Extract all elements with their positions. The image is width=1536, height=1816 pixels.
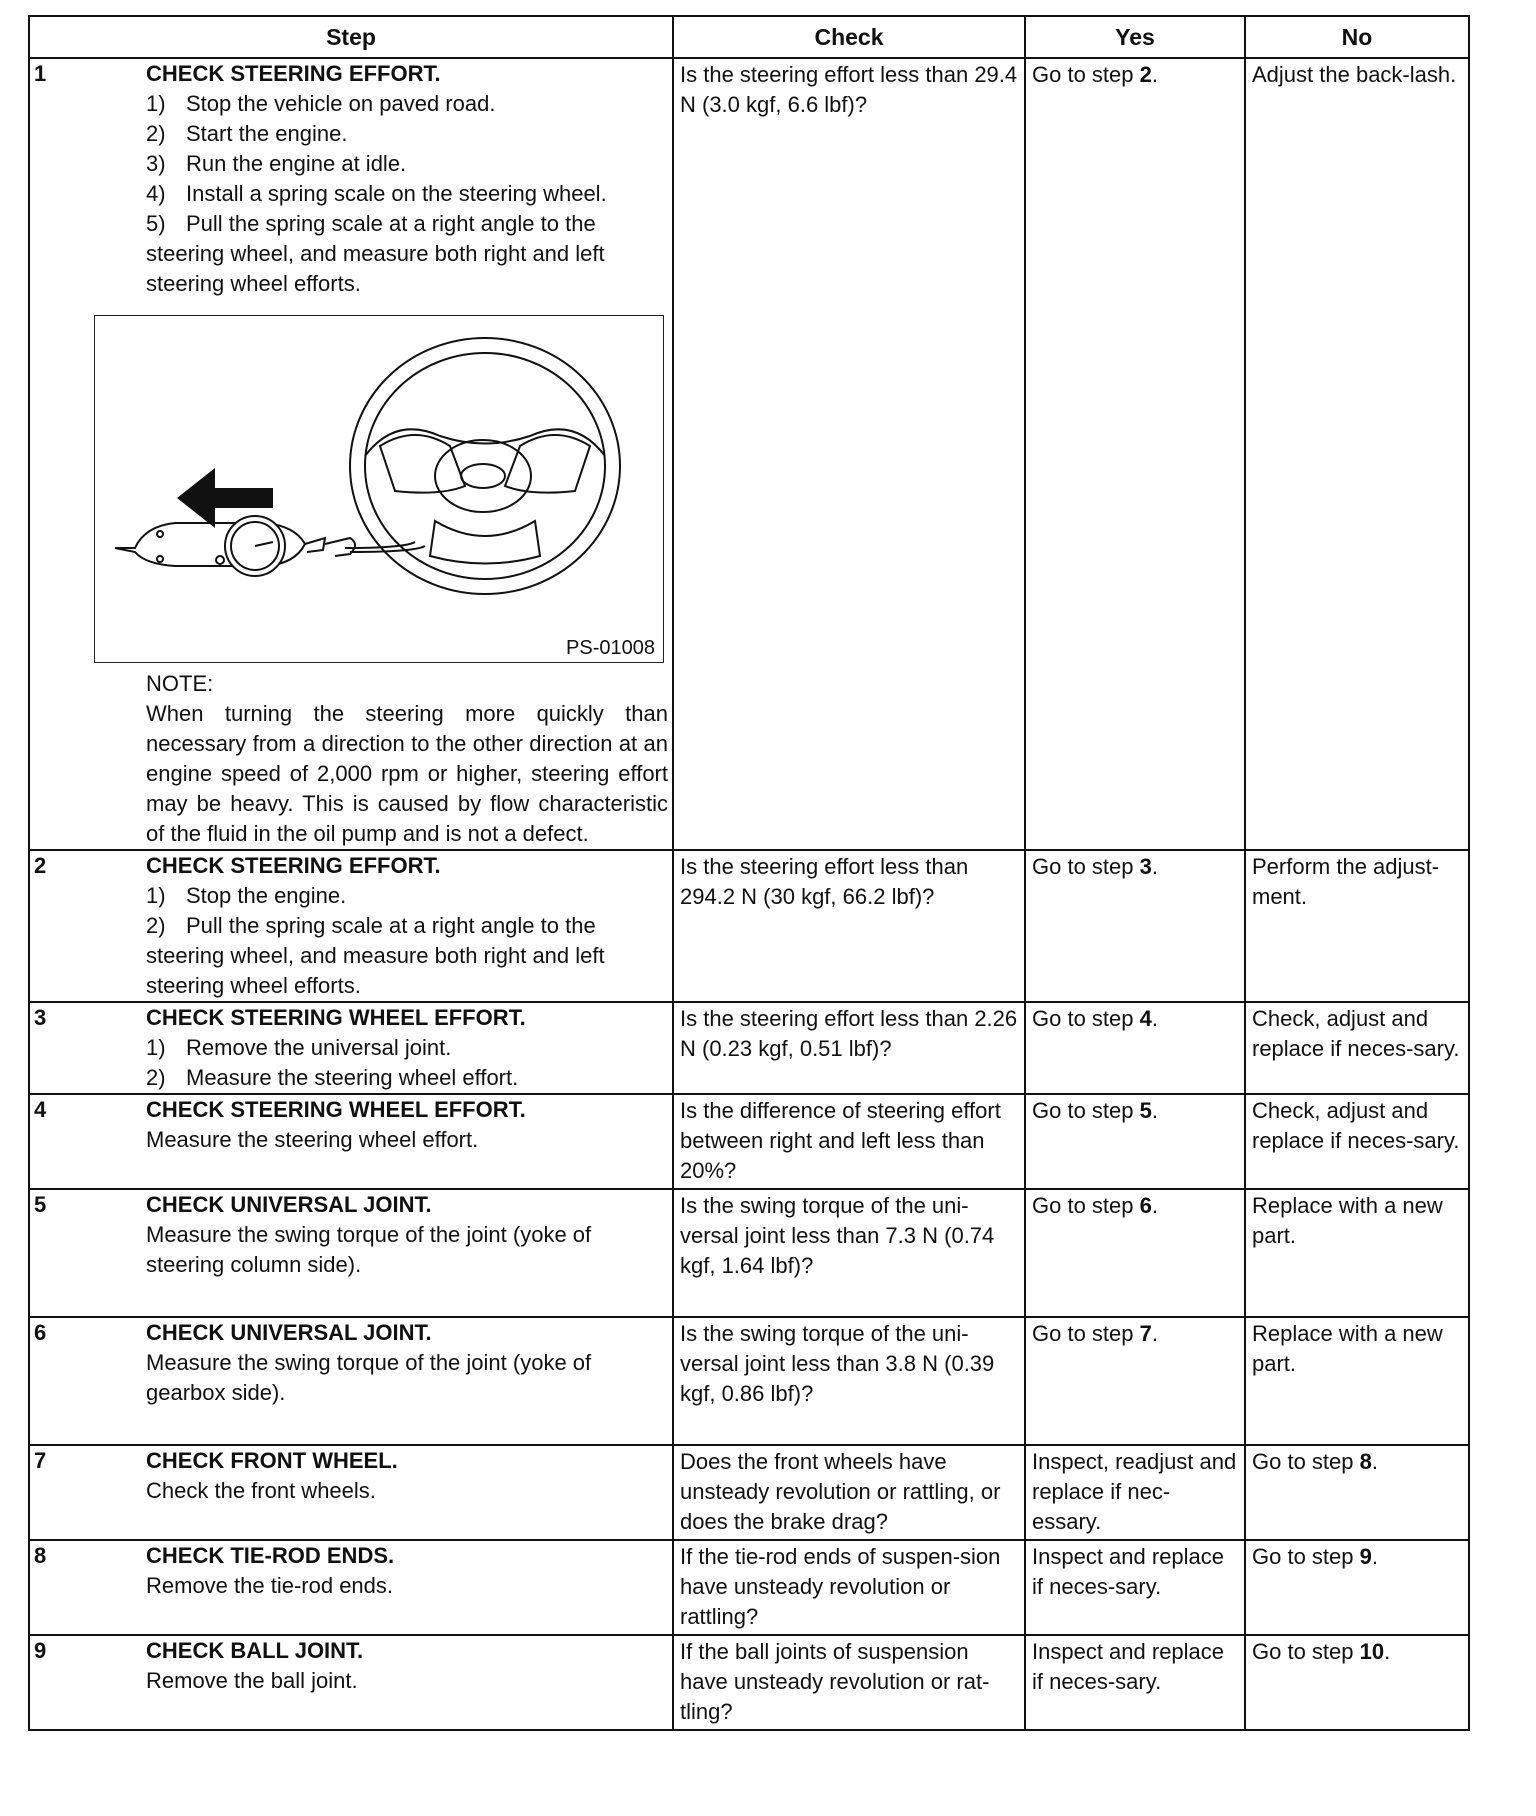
no-cell: Check, adjust and replace if neces-sary. xyxy=(1245,1002,1469,1094)
next-step-number: 8 xyxy=(1359,1449,1372,1474)
step-title: CHECK BALL JOINT. xyxy=(146,1638,364,1663)
step-cell xyxy=(29,58,673,850)
check-cell: Is the steering effort less than 2.26 N (0.23 kgf, 0.51 lbf)? xyxy=(673,1002,1025,1094)
check-cell: Is the swing torque of the uni-versal joint less than 7.3 N (0.74 kgf, 1.64 lbf)? xyxy=(673,1189,1025,1317)
table-row xyxy=(29,1445,1469,1540)
no-cell: Perform the adjust-ment. xyxy=(1245,850,1469,1002)
table-row xyxy=(29,1635,1469,1730)
check-cell: If the tie-rod ends of suspen-sion have unsteady revolution or rattling? xyxy=(673,1540,1025,1635)
table-row xyxy=(29,1094,1469,1189)
step-title: CHECK STEERING EFFORT. xyxy=(146,853,441,878)
yes-cell: Go to step 7. xyxy=(1025,1317,1245,1445)
step-number: 4 xyxy=(34,1097,47,1122)
step-instruction: 1) Remove the universal joint. xyxy=(146,1035,452,1060)
step-instruction: Measure the steering wheel effort. xyxy=(146,1127,479,1152)
next-step-number: 4 xyxy=(1139,1006,1152,1031)
note-text: When turning the steering more quickly than necessary from a direction to the other direction at an engine speed of 2,000 rpm or higher, steering effort may be heavy. This is caused by flow characteristic of the fluid in the oil pump and is not a defect. xyxy=(146,701,668,846)
check-cell: Is the swing torque of the uni-versal joint less than 3.8 N (0.39 kgf, 0.86 lbf)? xyxy=(673,1317,1025,1445)
step-instruction: Remove the tie-rod ends. xyxy=(146,1573,394,1598)
step-instruction: 2) Measure the steering wheel effort. xyxy=(146,1065,519,1090)
step-instruction: 5) Pull the spring scale at a right angle to the steering wheel, and measure both right and left steering wheel efforts. xyxy=(146,211,605,296)
next-step-number: 2 xyxy=(1139,62,1152,87)
step-number: 1 xyxy=(34,61,47,86)
no-cell: Replace with a new part. xyxy=(1245,1189,1469,1317)
no-cell: Check, adjust and replace if neces-sary. xyxy=(1245,1094,1469,1189)
step-cell xyxy=(29,1540,673,1635)
step-title: CHECK FRONT WHEEL. xyxy=(146,1448,398,1473)
step-cell xyxy=(29,1635,673,1730)
next-step-number: 6 xyxy=(1139,1193,1152,1218)
step-cell xyxy=(29,850,673,1002)
step-instruction: 1) Stop the vehicle on paved road. xyxy=(146,91,496,116)
yes-cell: Go to step 3. xyxy=(1025,850,1245,1002)
header-row xyxy=(29,16,1469,58)
step-title: CHECK UNIVERSAL JOINT. xyxy=(146,1192,432,1217)
step-cell xyxy=(29,1094,673,1189)
step-cell xyxy=(29,1189,673,1317)
table-row xyxy=(29,850,1469,1002)
table-row xyxy=(29,58,1469,850)
next-step-number: 7 xyxy=(1139,1321,1152,1346)
next-step-number: 10 xyxy=(1359,1639,1385,1664)
steering-wheel-icon xyxy=(350,338,620,594)
yes-cell: Go to step 6. xyxy=(1025,1189,1245,1317)
table-row xyxy=(29,1317,1469,1445)
step-cell xyxy=(29,1002,673,1094)
header-yes: Yes xyxy=(1025,16,1245,58)
step-instruction: Check the front wheels. xyxy=(146,1478,376,1503)
step-instruction: 2) Pull the spring scale at a right angle to the steering wheel, and measure both right and left steering wheel efforts. xyxy=(146,913,605,998)
step-title: CHECK STEERING WHEEL EFFORT. xyxy=(146,1005,526,1030)
figure-id: PS-01008 xyxy=(566,637,655,659)
yes-cell: Inspect and replace if neces-sary. xyxy=(1025,1635,1245,1730)
step-instruction: 1) Stop the engine. xyxy=(146,883,347,908)
no-cell: Replace with a new part. xyxy=(1245,1317,1469,1445)
step-instruction: Measure the swing torque of the joint (yoke of steering column side). xyxy=(146,1222,592,1277)
table-row xyxy=(29,1540,1469,1635)
no-cell: Go to step 9. xyxy=(1245,1540,1469,1635)
step-number: 6 xyxy=(34,1320,47,1345)
step-instruction: Measure the swing torque of the joint (yoke of gearbox side). xyxy=(146,1350,592,1405)
check-cell: Is the difference of steering effort between right and left less than 20%? xyxy=(673,1094,1025,1189)
step-title: CHECK STEERING WHEEL EFFORT. xyxy=(146,1097,526,1122)
yes-cell: Inspect, readjust and replace if nec-essary. xyxy=(1025,1445,1245,1540)
header-no: No xyxy=(1245,16,1469,58)
note-label: NOTE: xyxy=(146,671,214,696)
step-title: CHECK UNIVERSAL JOINT. xyxy=(146,1320,432,1345)
step-cell xyxy=(29,1317,673,1445)
yes-cell: Go to step 5. xyxy=(1025,1094,1245,1189)
step-cell xyxy=(29,1445,673,1540)
step-number: 8 xyxy=(34,1543,47,1568)
step-title: CHECK STEERING EFFORT. xyxy=(146,61,441,86)
check-cell: Does the front wheels have unsteady revolution or rattling, or does the brake drag? xyxy=(673,1445,1025,1540)
no-cell: Go to step 10. xyxy=(1245,1635,1469,1730)
step-number: 7 xyxy=(34,1448,47,1473)
step-number: 2 xyxy=(34,853,47,878)
next-step-number: 9 xyxy=(1359,1544,1372,1569)
steering-effort-figure xyxy=(94,315,664,663)
yes-cell: Inspect and replace if neces-sary. xyxy=(1025,1540,1245,1635)
check-cell: Is the steering effort less than 294.2 N (30 kgf, 66.2 lbf)? xyxy=(673,850,1025,1002)
no-cell: Go to step 8. xyxy=(1245,1445,1469,1540)
step-instruction: Remove the ball joint. xyxy=(146,1668,358,1693)
yes-cell: Go to step 2. xyxy=(1025,58,1245,850)
header-step: Step xyxy=(29,16,673,58)
table-row xyxy=(29,1189,1469,1317)
step-instruction: 3) Run the engine at idle. xyxy=(146,151,407,176)
check-cell: Is the steering effort less than 29.4 N (3.0 kgf, 6.6 lbf)? xyxy=(673,58,1025,850)
header-check: Check xyxy=(673,16,1025,58)
steering-figure-drawing xyxy=(95,316,662,661)
check-cell: If the ball joints of suspension have unsteady revolution or rat-tling? xyxy=(673,1635,1025,1730)
step-instruction: 4) Install a spring scale on the steering wheel. xyxy=(146,181,607,206)
troubleshooting-table xyxy=(28,15,1470,1731)
yes-cell: Go to step 4. xyxy=(1025,1002,1245,1094)
step-number: 3 xyxy=(34,1005,47,1030)
step-number: 9 xyxy=(34,1638,47,1663)
step-title: CHECK TIE-ROD ENDS. xyxy=(146,1543,395,1568)
next-step-number: 5 xyxy=(1139,1098,1152,1123)
no-cell: Adjust the back-lash. xyxy=(1245,58,1469,850)
step-number: 5 xyxy=(34,1192,47,1217)
step-instruction: 2) Start the engine. xyxy=(146,121,348,146)
next-step-number: 3 xyxy=(1139,854,1152,879)
table-row xyxy=(29,1002,1469,1094)
